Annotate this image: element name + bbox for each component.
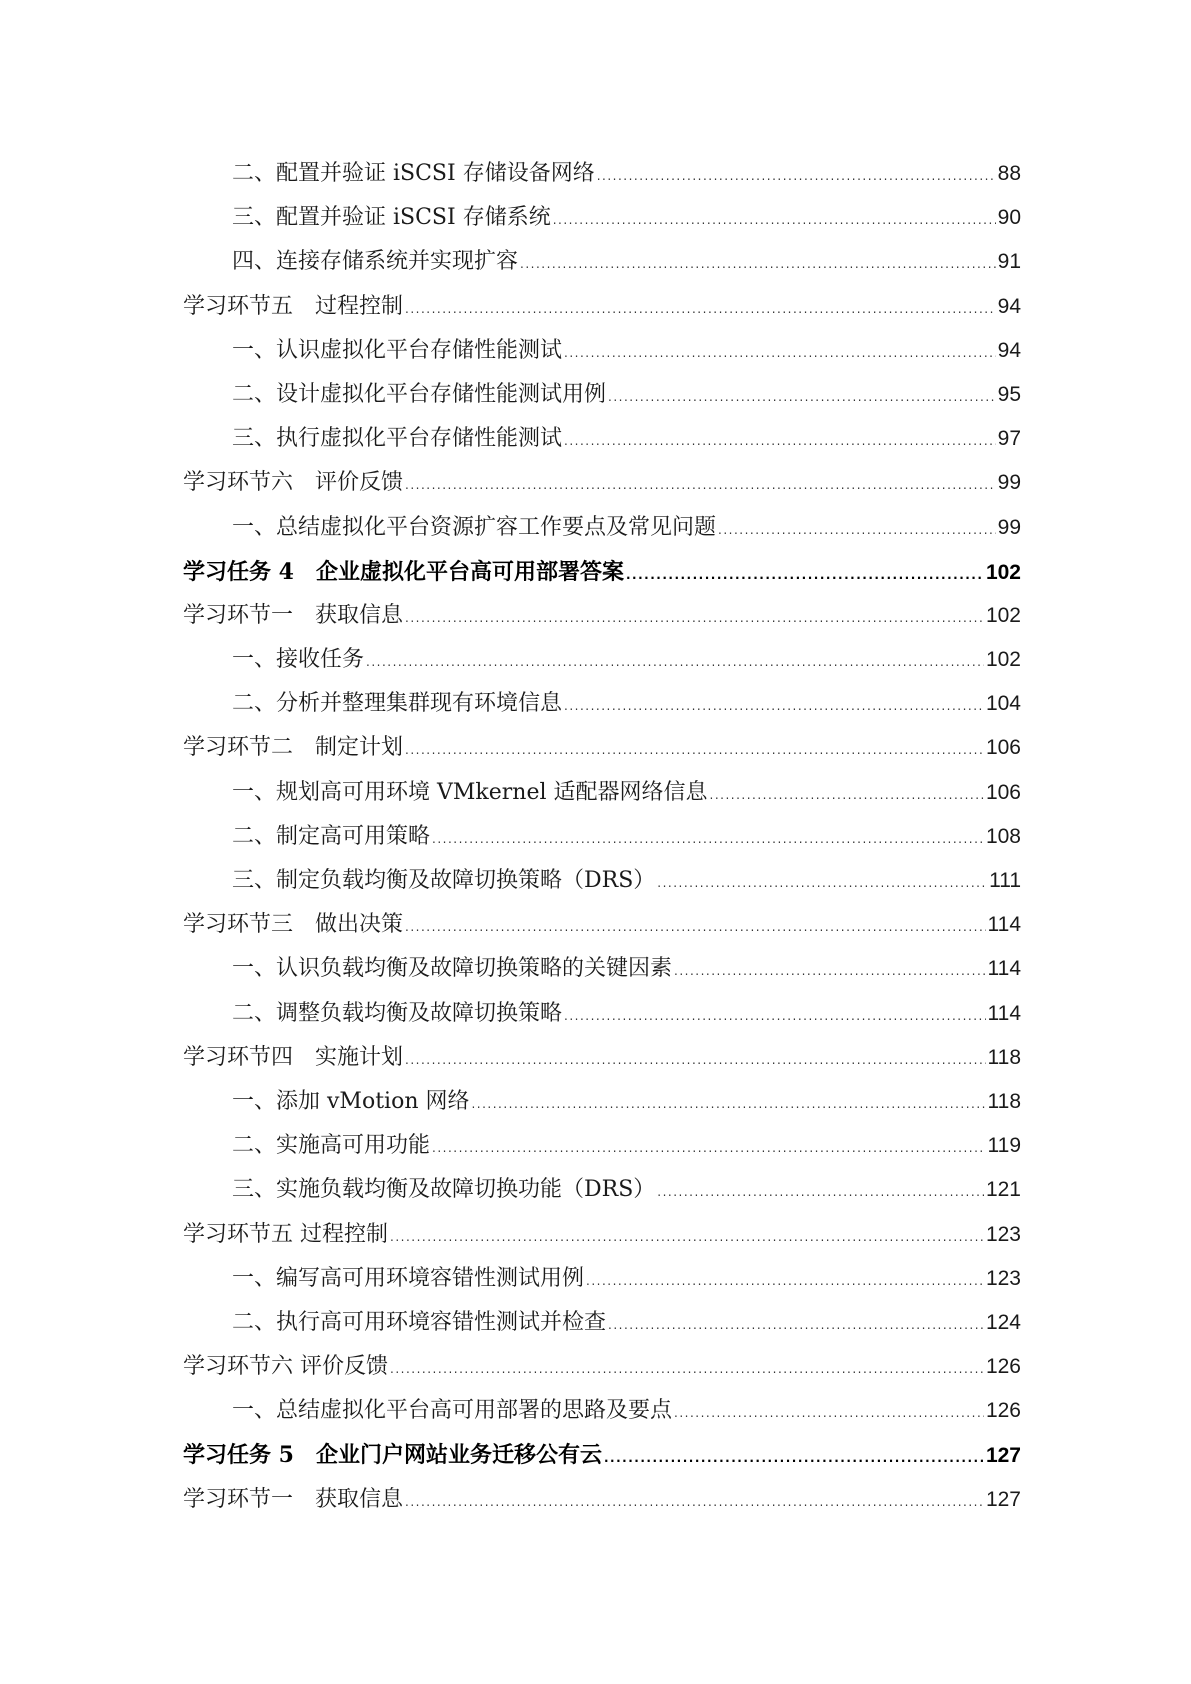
toc-entry-subsection[interactable] (183, 815, 1021, 859)
toc-entry-page-number: 97 (997, 427, 1021, 451)
toc-entry-page-number: 126 (985, 1355, 1021, 1379)
toc-entry-page-number: 126 (985, 1399, 1021, 1423)
toc-entry-subsection[interactable] (183, 859, 1021, 903)
toc-entry-subsection[interactable] (183, 152, 1021, 196)
toc-entry-section[interactable] (183, 726, 1021, 770)
toc-entry-page-number: 102 (985, 560, 1021, 584)
dot-leader (626, 553, 984, 597)
toc-entry-subsection[interactable] (183, 771, 1021, 815)
toc-entry-page-number: 95 (997, 382, 1021, 406)
toc-entry-section[interactable] (183, 1213, 1021, 1257)
toc-entry-subsection[interactable] (183, 329, 1021, 373)
dot-leader (564, 994, 986, 1038)
dot-leader (390, 1215, 984, 1259)
toc-entry-page-number: 123 (985, 1266, 1021, 1290)
toc-entry-page-number: 99 (997, 471, 1021, 495)
toc-entry-title: 学习环节三 做出决策 (183, 912, 404, 938)
toc-entry-subsection[interactable] (183, 1301, 1021, 1345)
toc-entry-title: 二、执行高可用环境容错性测试并检查 (232, 1309, 607, 1335)
dot-leader (657, 1170, 984, 1214)
dot-leader (471, 1082, 985, 1126)
toc-entry-section[interactable] (183, 594, 1021, 638)
dot-leader (366, 640, 984, 684)
dot-leader (405, 1038, 986, 1082)
dot-leader (586, 1259, 984, 1303)
dot-leader (390, 1347, 984, 1391)
toc-entry-subsection[interactable] (183, 1257, 1021, 1301)
dot-leader (608, 375, 996, 419)
toc-entry-title: 学习环节五 过程控制 (183, 293, 404, 319)
toc-entry-title: 二、设计虚拟化平台存储性能测试用例 (232, 381, 607, 407)
toc-entry-title: 一、认识负载均衡及故障切换策略的关键因素 (232, 956, 673, 982)
dot-leader (432, 817, 984, 861)
toc-entry-title: 二、制定高可用策略 (232, 823, 431, 849)
toc-entry-page-number: 114 (987, 913, 1021, 937)
toc-entry-title: 一、认识虚拟化平台存储性能测试 (232, 337, 563, 363)
toc-entry-page-number: 88 (997, 162, 1021, 185)
dot-leader (674, 1391, 984, 1435)
dot-leader (564, 331, 996, 375)
dot-leader (520, 242, 996, 286)
dot-leader (432, 1126, 986, 1170)
toc-entry-title: 三、制定负载均衡及故障切换策略（DRS） (232, 868, 656, 893)
toc-entry-subsection[interactable] (183, 417, 1021, 461)
toc-entry-subsection[interactable] (183, 1124, 1021, 1168)
toc-entry-subsection[interactable] (183, 373, 1021, 417)
toc-entry-title: 一、添加 vMotion 网络 (232, 1088, 470, 1114)
toc-entry-page-number: 99 (997, 515, 1021, 539)
toc-entry-title: 二、配置并验证 iSCSI 存储设备网络 (232, 161, 595, 186)
toc-entry-section[interactable] (183, 285, 1021, 329)
toc-entry-title: 三、执行虚拟化平台存储性能测试 (232, 426, 563, 452)
toc-entry-title: 一、总结虚拟化平台高可用部署的思路及要点 (232, 1398, 673, 1424)
toc-entry-section[interactable] (183, 1036, 1021, 1080)
toc-entry-page-number: 91 (997, 250, 1021, 274)
dot-leader (597, 154, 996, 198)
toc-entry-title: 四、连接存储系统并实现扩容 (232, 249, 519, 275)
toc-entry-section[interactable] (183, 1478, 1021, 1522)
toc-entry-title: 学习环节一 获取信息 (183, 602, 404, 628)
dot-leader (405, 287, 996, 331)
toc-entry-page-number: 118 (987, 1045, 1021, 1069)
toc-entry-title: 一、总结虚拟化平台资源扩容工作要点及常见问题 (232, 514, 717, 540)
toc-entry-title: 学习环节六 评价反馈 (183, 470, 404, 496)
dot-leader (710, 773, 984, 817)
toc-entry-title: 三、配置并验证 iSCSI 存储系统 (232, 205, 551, 231)
toc-entry-title: 一、接收任务 (232, 647, 365, 673)
dot-leader (405, 905, 986, 949)
toc-entry-page-number: 102 (985, 648, 1021, 672)
toc-entry-subsection[interactable] (183, 992, 1021, 1036)
toc-entry-page-number: 94 (997, 294, 1021, 318)
toc-entry-subsection[interactable] (183, 947, 1021, 991)
toc-entry-page-number: 102 (985, 603, 1021, 627)
dot-leader (405, 596, 984, 640)
toc-entry-page-number: 90 (997, 206, 1021, 230)
toc-entry-title: 一、规划高可用环境 VMkernel 适配器网络信息 (232, 779, 708, 805)
toc-entry-title: 学习任务 4 企业虚拟化平台高可用部署答案 (183, 558, 624, 585)
toc-entry-page-number: 119 (987, 1134, 1021, 1158)
dot-leader (553, 198, 996, 242)
toc-entry-page-number: 121 (985, 1178, 1021, 1202)
toc-entry-title: 学习环节六 评价反馈 (183, 1354, 388, 1380)
toc-entry-title: 学习环节一 获取信息 (183, 1486, 404, 1512)
toc-entry-page-number: 114 (987, 1001, 1021, 1025)
toc-entry-subsection[interactable] (183, 240, 1021, 284)
toc-entry-page-number: 124 (985, 1310, 1021, 1334)
table-of-contents (183, 152, 1021, 1522)
toc-entry-section[interactable] (183, 903, 1021, 947)
toc-entry-subsection[interactable] (183, 1080, 1021, 1124)
toc-entry-page-number: 123 (985, 1222, 1021, 1246)
toc-entry-task[interactable] (183, 550, 1021, 594)
toc-entry-title: 学习环节五 过程控制 (183, 1221, 388, 1247)
dot-leader (718, 508, 996, 552)
toc-entry-title: 学习环节四 实施计划 (183, 1044, 404, 1070)
toc-entry-page-number: 104 (985, 692, 1021, 716)
toc-entry-subsection[interactable] (183, 1168, 1021, 1212)
dot-leader (564, 419, 996, 463)
dot-leader (604, 1436, 984, 1480)
toc-entry-page-number: 118 (987, 1089, 1021, 1113)
toc-entry-subsection[interactable] (183, 682, 1021, 726)
dot-leader (608, 1303, 984, 1347)
dot-leader (657, 861, 987, 905)
toc-entry-task[interactable] (183, 1433, 1021, 1477)
toc-entry-page-number: 127 (985, 1444, 1021, 1468)
toc-entry-section[interactable] (183, 1345, 1021, 1389)
toc-entry-title: 二、调整负载均衡及故障切换策略 (232, 1000, 563, 1026)
toc-entry-subsection[interactable] (183, 506, 1021, 550)
dot-leader (405, 1480, 984, 1524)
toc-entry-title: 二、分析并整理集群现有环境信息 (232, 691, 563, 717)
dot-leader (564, 684, 984, 728)
toc-entry-page-number: 114 (987, 957, 1021, 981)
toc-entry-page-number: 111 (989, 869, 1021, 892)
dot-leader (674, 949, 986, 993)
toc-entry-title: 一、编写高可用环境容错性测试用例 (232, 1265, 585, 1291)
toc-entry-title: 三、实施负载均衡及故障切换功能（DRS） (232, 1177, 656, 1203)
toc-entry-subsection[interactable] (183, 1389, 1021, 1433)
toc-entry-title: 学习环节二 制定计划 (183, 735, 404, 761)
toc-entry-subsection[interactable] (183, 638, 1021, 682)
toc-entry-title: 二、实施高可用功能 (232, 1133, 431, 1159)
toc-entry-page-number: 94 (997, 338, 1021, 362)
toc-entry-page-number: 108 (985, 824, 1021, 848)
toc-entry-page-number: 106 (985, 780, 1021, 804)
toc-entry-section[interactable] (183, 461, 1021, 505)
toc-entry-title: 学习任务 5 企业门户网站业务迁移公有云 (183, 1442, 602, 1469)
dot-leader (405, 463, 996, 507)
toc-entry-page-number: 106 (985, 736, 1021, 760)
toc-entry-subsection[interactable] (183, 196, 1021, 240)
dot-leader (405, 728, 984, 772)
toc-entry-page-number: 127 (985, 1487, 1021, 1511)
